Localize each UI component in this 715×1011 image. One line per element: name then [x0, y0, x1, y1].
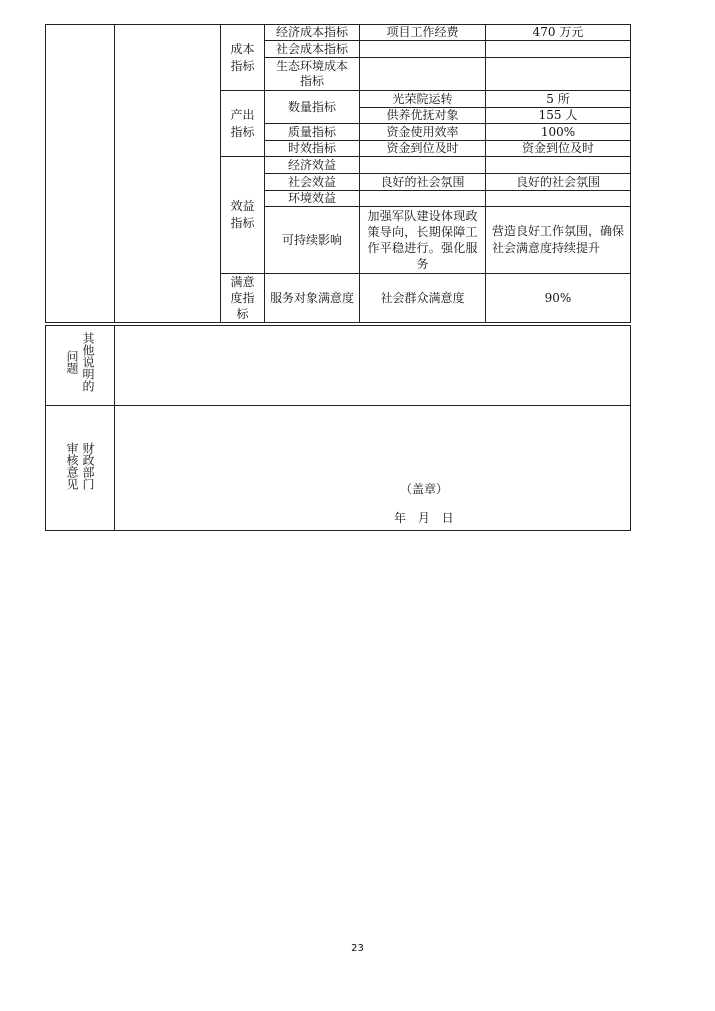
indicator-name: 环境效益 — [265, 191, 360, 207]
date-text: 年 月 日 — [394, 511, 454, 525]
indicator-name: 社会效益 — [265, 174, 360, 191]
cost-indicator-group: 成本指标 — [221, 25, 265, 91]
indicator-value: 资金到位及时 — [486, 141, 631, 157]
indicator-item: 良好的社会氛围 — [360, 174, 486, 191]
output-indicator-group: 产出指标 — [221, 91, 265, 157]
performance-table — [45, 24, 631, 323]
indicator-value — [486, 41, 631, 58]
indicator-item: 加强军队建设体现政策导向，长期保障工作平稳进行。强化服务 — [360, 207, 486, 274]
indicator-name: 质量指标 — [265, 124, 360, 141]
blank-column-2 — [115, 25, 221, 323]
blank-column-1 — [46, 25, 115, 323]
seal-text: （盖章） — [400, 482, 449, 496]
indicator-item: 项目工作经费 — [360, 25, 486, 41]
indicator-name: 可持续影响 — [265, 207, 360, 274]
indicator-name: 数量指标 — [265, 91, 360, 124]
other-notes-label — [46, 326, 115, 406]
notes-table — [45, 325, 631, 531]
indicator-item — [360, 58, 486, 91]
indicator-item: 供养优抚对象 — [360, 108, 486, 124]
indicator-value — [486, 157, 631, 174]
indicator-item: 资金使用效率 — [360, 124, 486, 141]
indicator-value — [486, 58, 631, 91]
indicator-value: 90% — [486, 274, 631, 323]
finance-review-content — [115, 406, 631, 531]
indicator-value: 100% — [486, 124, 631, 141]
indicator-item: 资金到位及时 — [360, 141, 486, 157]
indicator-item: 社会群众满意度 — [360, 274, 486, 323]
indicator-name: 生态环境成本指标 — [265, 58, 360, 91]
indicator-name: 时效指标 — [265, 141, 360, 157]
indicator-item: 光荣院运转 — [360, 91, 486, 108]
finance-review-label-sub: 审核意见 — [65, 442, 79, 490]
indicator-name: 经济效益 — [265, 157, 360, 174]
indicator-item — [360, 157, 486, 174]
indicator-value: 良好的社会氛围 — [486, 174, 631, 191]
indicator-value: 营造良好工作氛围，确保社会满意度持续提升 — [486, 207, 631, 274]
finance-review-label-main: 财政部门 — [81, 442, 95, 490]
indicator-value: 470 万元 — [486, 25, 631, 41]
other-notes-label-main: 其他说明的 — [81, 332, 95, 392]
finance-review-label — [46, 406, 115, 531]
indicator-name: 社会成本指标 — [265, 41, 360, 58]
satisfaction-indicator-group: 满意度指标 — [221, 274, 265, 323]
indicator-value: 5 所 — [486, 91, 631, 108]
other-notes-content — [115, 326, 631, 406]
indicator-item — [360, 41, 486, 58]
indicator-name: 经济成本指标 — [265, 25, 360, 41]
effect-indicator-group: 效益指标 — [221, 157, 265, 274]
indicator-value — [486, 191, 631, 207]
other-notes-label-sub: 问题 — [65, 350, 79, 374]
indicator-item — [360, 191, 486, 207]
indicator-name: 服务对象满意度 — [265, 274, 360, 323]
indicator-value: 155 人 — [486, 108, 631, 124]
page-number: 23 — [351, 943, 364, 954]
